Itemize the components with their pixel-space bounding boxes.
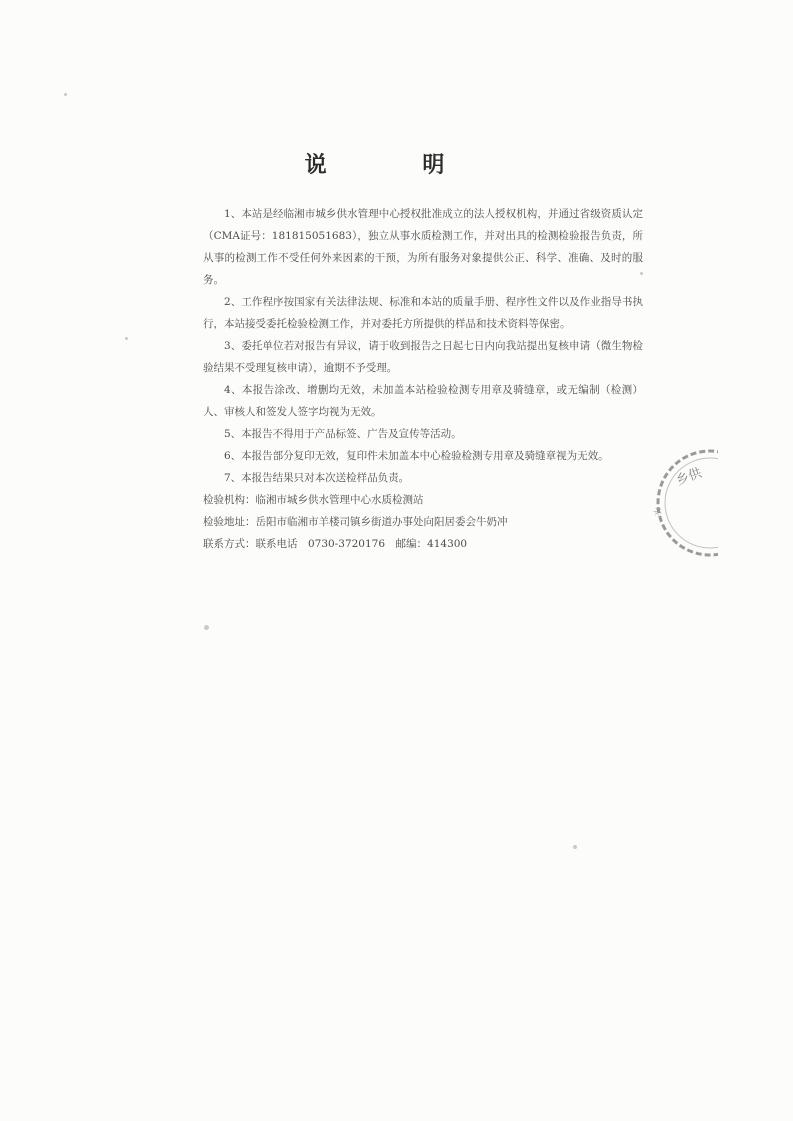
document-body xyxy=(203,203,643,555)
svg-text:水: 水 xyxy=(653,506,665,518)
contact-address: 检验地址：岳阳市临湘市羊楼司镇乡街道办事处向阳居委会牛奶冲 xyxy=(203,516,508,528)
scan-speck xyxy=(204,625,209,630)
seal-stamp-partial xyxy=(638,445,718,565)
scan-speck xyxy=(640,272,643,275)
svg-text:乡供: 乡供 xyxy=(674,465,704,489)
scan-speck xyxy=(125,337,128,340)
paragraph-2: 2、工作程序按国家有关法律法规、标准和本站的质量手册、程序性文件以及作业指导书执行，本站接受委托检验检测工作，并对委托方所提供的样品和技术资料等保密。 xyxy=(203,296,643,330)
paragraph-6: 6、本报告部分复印无效，复印件未加盖本中心检验检测专用章及骑缝章视为无效。 xyxy=(224,450,609,462)
scan-speck xyxy=(573,845,577,849)
paragraph-3: 3、委托单位若对报告有异议，请于收到报告之日起七日内向我站提出复核申请（微生物检验结果不受理复核申请），逾期不予受理。 xyxy=(203,340,643,374)
scan-speck xyxy=(64,93,67,96)
contact-phone: 联系方式：联系电话 0730-3720176 邮编：414300 xyxy=(203,538,468,550)
paragraph-7: 7、本报告结果只对本次送检样品负责。 xyxy=(224,472,410,484)
paragraph-5: 5、本报告不得用于产品标签、广告及宣传等活动。 xyxy=(224,428,462,440)
paragraph-4: 4、本报告涂改、增删均无效，未加盖本站检验检测专用章及骑缝章，或无编制（检测）人、审核人和签发人签字均视为无效。 xyxy=(203,384,643,418)
contact-institution: 检验机构：临湘市城乡供水管理中心水质检测站 xyxy=(203,494,424,506)
seal-icon xyxy=(638,445,718,565)
page-title: 说 明 xyxy=(304,153,489,178)
paragraph-1: 1、本站是经临湘市城乡供水管理中心授权批准成立的法人授权机构，并通过省级资质认定（CMA证号：181815051683），独立从事水质检测工作，并对出具的检测检验报告负责，所从事的检测工作不受任何外来因素的干预，为所有服务对象提供公正、科学、准确、及时的服务。 xyxy=(203,208,643,286)
